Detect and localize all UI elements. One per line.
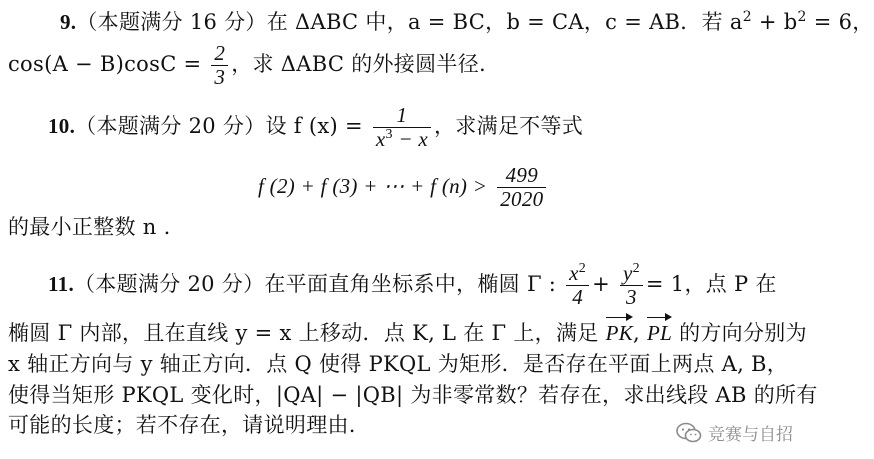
problem-11-line-2 — [8, 317, 807, 347]
problem-9-number: 9. — [60, 10, 77, 34]
problem-10-fraction — [373, 104, 431, 151]
num-x: x — [569, 261, 579, 285]
vector-comma: , — [633, 321, 640, 345]
problem-9-header: （本题满分 16 分） — [76, 10, 267, 34]
problem-9-text-2b: ，求 ΔABC 的外接圆半径. — [231, 52, 486, 76]
den-minus-x: − x — [392, 127, 428, 151]
problem-11-text-1b: = 1，点 P 在 — [645, 272, 777, 296]
problem-9-text-2a: cos(A − B)cosC = — [8, 52, 202, 76]
problem-9-text-1c: = 6， — [806, 10, 874, 34]
problem-10-text-3: 的最小正整数 n . — [8, 215, 171, 239]
ellipse-fraction-y — [620, 262, 643, 309]
num-y: y — [622, 261, 633, 285]
inequality-lhs: f (2) + f (3) + ⋯ + f (n) > — [258, 174, 488, 198]
watermark-text: 竞赛与自招 — [708, 425, 793, 445]
problem-10-text-1b: ，求满足不等式 — [433, 114, 584, 138]
fraction-numerator: 499 — [497, 164, 546, 188]
plus-sign: + — [592, 272, 610, 296]
vector-pk: PK — [606, 317, 633, 347]
fraction-numerator — [566, 262, 589, 286]
problem-11-text-1a: 在平面直角坐标系中，椭圆 Γ : — [264, 272, 557, 296]
fraction-numerator: 1 — [373, 104, 431, 128]
wechat-icon — [676, 422, 702, 444]
fraction-denominator: 2020 — [500, 187, 544, 211]
problem-9-text-1b: + b — [751, 10, 798, 34]
num-sup: 2 — [632, 261, 640, 276]
problem-11-line-1 — [48, 262, 777, 309]
problem-11-text-2b: 的方向分别为 — [679, 321, 807, 345]
problem-11-text-4: 使得当矩形 PKQL 变化时，|QA| − |QB| 为非零常数？若存在，求出线段 AB 的所有 — [8, 383, 818, 407]
problem-9-line-2 — [8, 42, 486, 89]
problem-10-line-1 — [48, 104, 583, 151]
problem-9-sup-b: 2 — [797, 9, 807, 25]
fraction-numerator — [620, 262, 643, 286]
fraction-denominator: 4 — [572, 285, 584, 309]
watermark — [676, 420, 793, 445]
fraction-denominator — [373, 128, 431, 151]
problem-11-text-2a: 椭圆 Γ 内部，且在直线 y = x 上移动．点 K, L 在 Γ 上，满足 — [8, 321, 599, 345]
ellipse-fraction-x — [566, 262, 589, 309]
den-sup: 3 — [385, 127, 393, 142]
problem-11-line-4 — [8, 381, 818, 409]
problem-11-line-5 — [8, 411, 356, 439]
problem-10-text-1a: 设 f (x) = — [265, 114, 363, 138]
problem-10-number: 10. — [48, 114, 76, 138]
fraction-numerator: 2 — [211, 42, 228, 66]
problem-9-line-1 — [60, 8, 874, 36]
problem-10-line-3 — [8, 213, 171, 241]
num-sup: 2 — [578, 261, 587, 276]
den-x: x — [375, 127, 386, 151]
problem-10-header: （本题满分 20 分） — [75, 114, 266, 138]
problem-11-header: （本题满分 20 分） — [74, 272, 265, 296]
problem-11-number: 11. — [48, 272, 74, 296]
fraction-denominator: 3 — [626, 285, 637, 309]
problem-9-sup-a: 2 — [742, 9, 752, 25]
problem-11-text-5: 可能的长度；若不存在，请说明理由. — [8, 413, 356, 437]
vector-pl: PL — [647, 317, 672, 347]
problem-11-text-3: x 轴正方向与 y 轴正方向．点 Q 使得 PKQL 为矩形．是否存在平面上两点 A, B， — [8, 352, 789, 376]
problem-9-text-1a: 在 ΔABC 中，a = BC，b = CA，c = AB．若 a — [266, 10, 743, 34]
problem-11-line-3 — [8, 350, 788, 378]
problem-9-fraction — [211, 42, 228, 89]
fraction-denominator: 3 — [214, 65, 226, 89]
inequality-fraction — [497, 164, 546, 211]
problem-10-inequality — [258, 164, 549, 211]
